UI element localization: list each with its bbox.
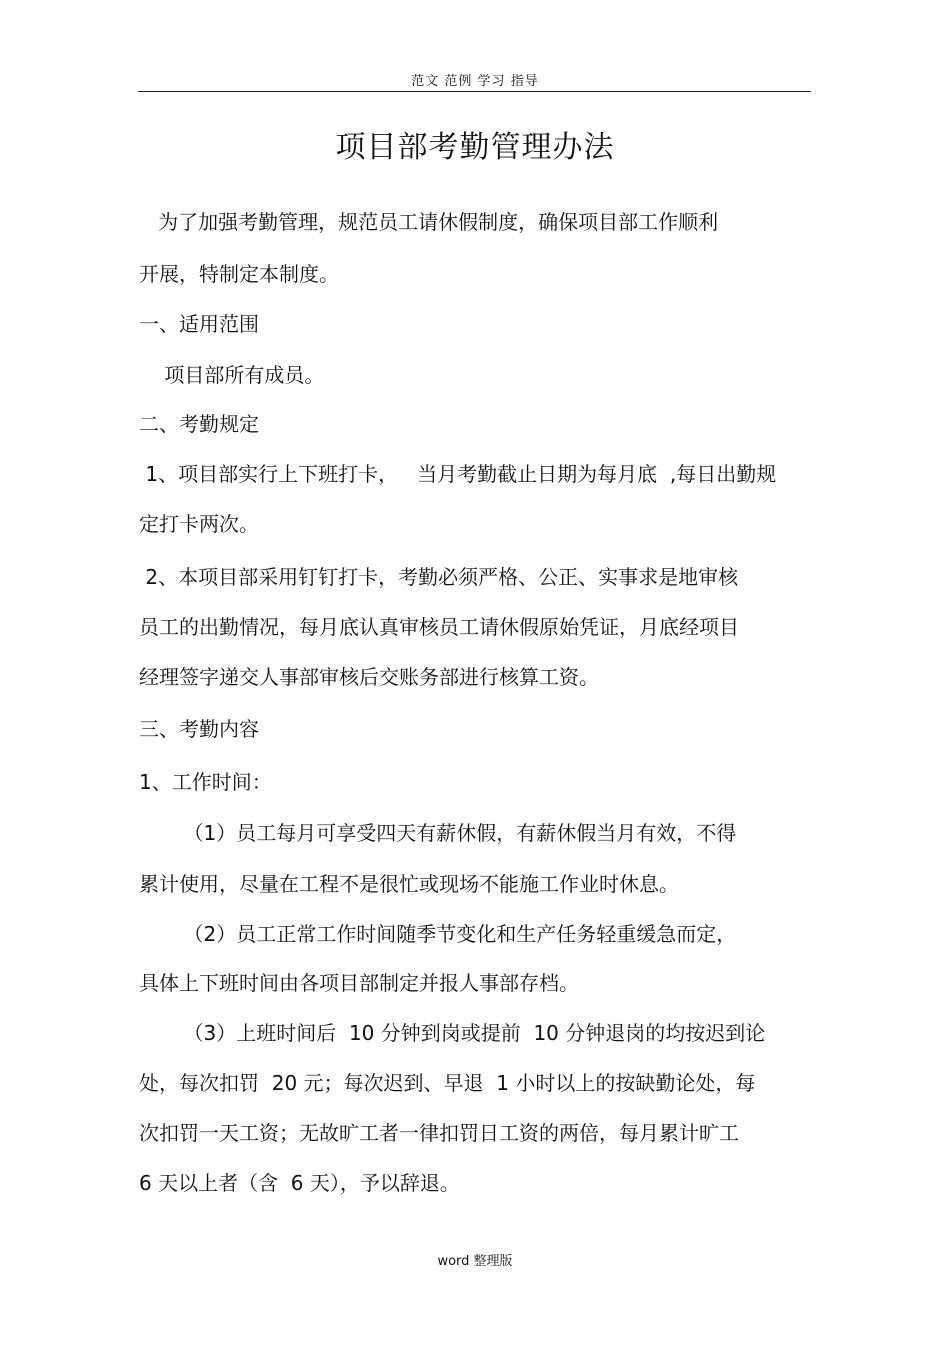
- paragraph-line: （3）上班时间后 10 分钟到岗或提前 10 分钟退岗的均按迟到论: [139, 1021, 766, 1045]
- document-title: 项目部考勤管理办法: [335, 130, 615, 165]
- paragraph-line: 开展，特制定本制度。: [139, 262, 339, 286]
- page-header: 范文 范例 学习 指导: [411, 74, 539, 89]
- paragraph-line: 2、本项目部采用钉钉打卡，考勤必须严格、公正、实事求是地审核: [139, 565, 739, 589]
- section-heading: 一、适用范围: [139, 312, 259, 336]
- paragraph-line: 具体上下班时间由各项目部制定并报人事部存档。: [139, 971, 579, 995]
- header-divider: [138, 91, 811, 92]
- paragraph-line: 累计使用，尽量在工程不是很忙或现场不能施工作业时休息。: [139, 872, 679, 896]
- section-heading: 三、考勤内容: [139, 717, 259, 741]
- paragraph-line: 为了加强考勤管理，规范员工请休假制度，确保项目部工作顺利: [139, 210, 719, 234]
- paragraph-line: 员工的出勤情况，每月底认真审核员工请休假原始凭证，月底经项目: [139, 615, 739, 639]
- subsection-heading: 1、工作时间：: [139, 770, 272, 794]
- paragraph-line: 6 天以上者（含 6 天），予以辞退。: [139, 1171, 460, 1195]
- paragraph-line: 次扣罚一天工资；无故旷工者一律扣罚日工资的两倍，每月累计旷工: [139, 1121, 739, 1145]
- paragraph-line: 定打卡两次。: [139, 512, 259, 536]
- paragraph-line: 项目部所有成员。: [139, 363, 325, 387]
- paragraph-line: （2）员工正常工作时间随季节变化和生产任务轻重缓急而定，: [139, 922, 737, 946]
- section-heading: 二、考勤规定: [139, 412, 259, 436]
- paragraph-line: 1、项目部实行上下班打卡， 当月考勤截止日期为每月底 ,每日出勤规: [139, 462, 777, 486]
- paragraph-line: 处，每次扣罚 20 元；每次迟到、早退 1 小时以上的按缺勤论处，每: [139, 1071, 756, 1095]
- paragraph-line: 经理签字递交人事部审核后交账务部进行核算工资。: [139, 665, 599, 689]
- paragraph-line: （1）员工每月可享受四天有薪休假，有薪休假当月有效，不得: [139, 821, 737, 845]
- page-footer: word 整理版: [437, 1254, 513, 1269]
